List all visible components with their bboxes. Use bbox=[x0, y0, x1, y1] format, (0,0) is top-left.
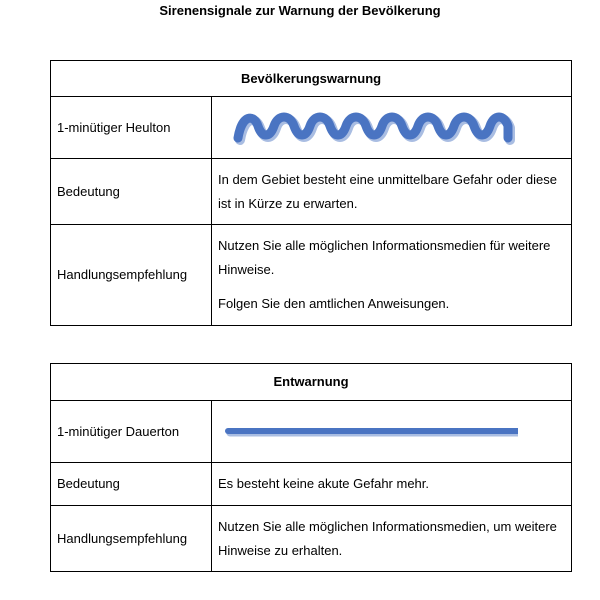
warning-header: Bevölkerungswarnung bbox=[51, 61, 572, 97]
all-clear-action-label: Handlungsempfehlung bbox=[51, 506, 212, 572]
wave-tone-icon bbox=[218, 108, 518, 148]
all-clear-header: Entwarnung bbox=[51, 364, 572, 401]
warning-table bbox=[50, 60, 572, 326]
page-title: Sirenensignale zur Warnung der Bevölkerung bbox=[159, 3, 441, 18]
warning-meaning-label: Bedeutung bbox=[51, 159, 212, 225]
all-clear-signal-cell bbox=[212, 401, 572, 463]
all-clear-signal-label: 1-minütiger Dauerton bbox=[51, 401, 212, 463]
all-clear-table bbox=[50, 363, 572, 572]
warning-action-text-1: Nutzen Sie alle möglichen Informationsmedien für weitere Hinweise. bbox=[218, 238, 551, 277]
warning-meaning-text: In dem Gebiet besteht eine unmittelbare Gefahr oder diese ist in Kürze zu erwarten. bbox=[212, 159, 572, 225]
warning-action-label: Handlungsempfehlung bbox=[51, 225, 212, 326]
warning-signal-cell bbox=[212, 97, 572, 159]
warning-action-cell bbox=[212, 225, 572, 326]
warning-action-text-2: Folgen Sie den amtlichen Anweisungen. bbox=[218, 296, 450, 311]
all-clear-meaning-label: Bedeutung bbox=[51, 463, 212, 506]
warning-signal-label: 1-minütiger Heulton bbox=[51, 97, 212, 159]
steady-tone-icon bbox=[218, 422, 518, 442]
all-clear-action-text: Nutzen Sie alle möglichen Informationsmedien, um weitere Hinweise zu erhalten. bbox=[212, 506, 572, 572]
all-clear-meaning-text: Es besteht keine akute Gefahr mehr. bbox=[212, 463, 572, 506]
